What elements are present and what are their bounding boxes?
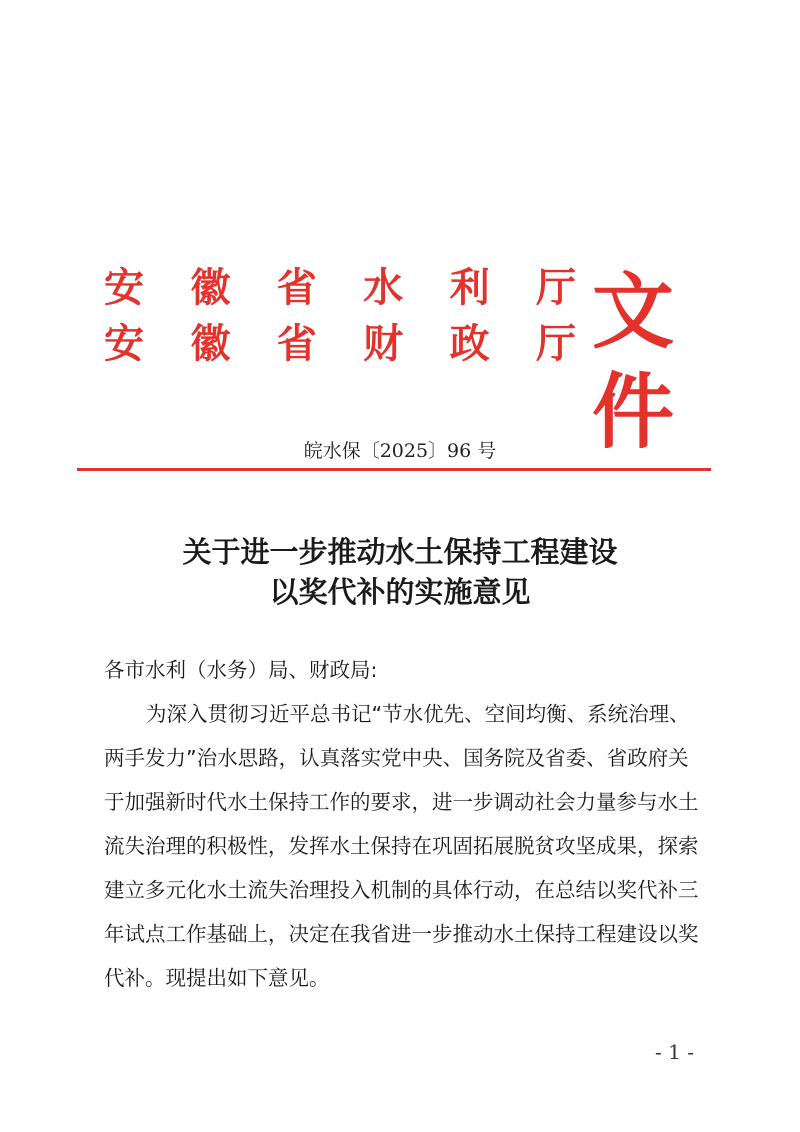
org-char: 安: [104, 320, 144, 367]
paragraph-line: 为深入贯彻习近平总书记“节水优先、空间均衡、系统治理、: [146, 702, 690, 726]
paragraph-line: 流失治理的积极性，发挥水土保持在巩固拓展脱贫攻坚成果，探索: [104, 834, 699, 858]
paragraph-line: 两手发力”治水思路，认真落实党中央、国务院及省委、省政府关: [104, 746, 689, 770]
title-line-2: 以奖代补的实施意见: [269, 575, 531, 609]
salutation: 各市水利（水务）局、财政局:: [104, 658, 378, 682]
org-char: 徽: [190, 320, 231, 367]
red-divider-line: [77, 468, 711, 471]
org-char: 利: [449, 264, 490, 311]
document-body: [104, 648, 714, 1000]
issuing-org-water-resources: [100, 264, 580, 312]
document-type-label: 文件: [592, 264, 675, 460]
org-char: 厅: [535, 264, 576, 311]
document-number: 皖水保〔2025〕96 号: [303, 440, 497, 462]
org-char: 水: [363, 264, 404, 311]
page-number: - 1 -: [655, 1040, 694, 1064]
document-title: [0, 532, 800, 612]
paragraph-line: 建立多元化水土流失治理投入机制的具体行动，在总结以奖代补三: [104, 878, 699, 902]
org-char: 徽: [190, 264, 231, 311]
paragraph-line: 于加强新时代水土保持工作的要求，进一步调动社会力量参与水土: [104, 790, 699, 814]
title-line-1: 关于进一步推动水土保持工程建设: [182, 535, 618, 569]
issuing-org-finance: [100, 320, 580, 368]
paragraph-line: 年试点工作基础上，决定在我省进一步推动水土保持工程建设以奖: [104, 922, 699, 946]
org-char: 财: [363, 320, 404, 367]
org-char: 安: [104, 264, 144, 311]
org-char: 厅: [535, 320, 576, 367]
paragraph-line: 代补。现提出如下意见。: [104, 966, 330, 990]
org-char: 省: [276, 320, 317, 367]
org-char: 省: [276, 264, 317, 311]
org-char: 政: [449, 320, 490, 367]
